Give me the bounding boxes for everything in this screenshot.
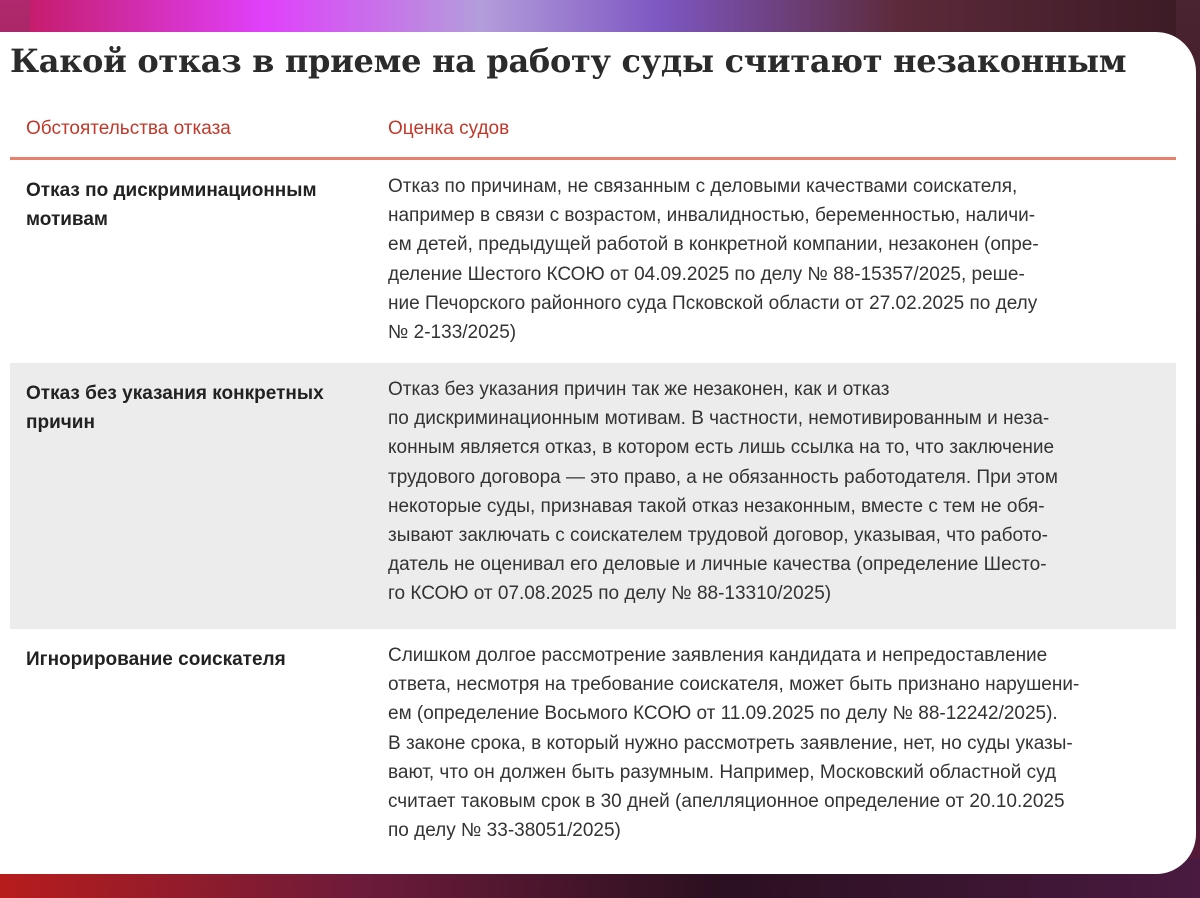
assessment-line: ем (определение Восьмого КСОЮ от 11.09.2025 по делу № 88-12242/2025). xyxy=(388,703,1058,725)
assessment-cell xyxy=(388,375,1168,609)
assessment-line: Слишком долгое рассмотрение заявления кандидата и непредоставление xyxy=(388,645,1048,666)
assessment-line: зывают заключать с соискателем трудовой договор, указывая, что работо- xyxy=(388,525,1048,547)
assessment-line: Отказ без указания причин так же незаконен, как и отказ xyxy=(388,379,890,400)
assessment-line: датель не оценивал его деловые и личные качества (определение Шесто- xyxy=(388,554,1047,576)
column-header-circumstances: Обстоятельства отказа xyxy=(26,118,231,139)
assessment-line: ем детей, предыдущей работой в конкретной компании, незаконен (опре- xyxy=(388,234,1039,256)
assessment-line: трудового договора — это право, а не обязанность работодателя. При этом xyxy=(388,466,1058,488)
assessment-cell xyxy=(388,641,1168,845)
assessment-line: считает таковым срок в 30 дней (апелляционное определение от 20.10.2025 xyxy=(388,791,1065,813)
table-header-row xyxy=(10,102,1176,160)
circumstance-line: мотивам xyxy=(26,209,108,230)
table-row xyxy=(10,160,1176,363)
court-assessment-table xyxy=(10,102,1176,864)
assessment-line: № 2-133/2025) xyxy=(388,322,517,344)
assessment-line: некоторые суды, признавая такой отказ незаконным, вместе с тем не обя- xyxy=(388,495,1045,517)
assessment-line: например в связи с возрастом, инвалидностью, беременностью, наличи- xyxy=(388,205,1036,227)
assessment-line: ответа, несмотря на требование соискателя, может быть признано нарушени- xyxy=(388,674,1080,696)
assessment-line: по дискриминационным мотивам. В частности, немотивированным и неза- xyxy=(388,408,1050,430)
content-card xyxy=(0,32,1196,874)
circumstance-line: причин xyxy=(26,412,95,433)
assessment-line: ние Печорского районного суда Псковской области от 27.02.2025 по делу xyxy=(388,292,1038,314)
assessment-line: конным является отказ, в котором есть лишь ссылка на то, что заключение xyxy=(388,437,1055,459)
circumstance-line: Игнорирование соискателя xyxy=(26,649,286,670)
circumstance-cell xyxy=(26,176,356,234)
assessment-line: го КСОЮ от 07.08.2025 по делу № 88-13310/2025) xyxy=(388,583,832,605)
column-header-assessment: Оценка судов xyxy=(388,118,510,139)
assessment-line: Отказ по причинам, не связанным с деловыми качествами соискателя, xyxy=(388,176,1018,197)
circumstance-line: Отказ по дискриминационным xyxy=(26,180,317,201)
page-title: Какой отказ в приеме на работу суды считают незаконным xyxy=(10,42,1127,80)
assessment-cell xyxy=(388,172,1168,347)
circumstance-cell xyxy=(26,645,356,674)
circumstance-cell xyxy=(26,379,356,437)
table-row xyxy=(10,363,1176,629)
assessment-line: вают, что он должен быть разумным. Например, Московский областной суд xyxy=(388,761,1057,783)
assessment-line: деление Шестого КСОЮ от 04.09.2025 по делу № 88-15357/2025, реше- xyxy=(388,263,1025,285)
assessment-line: по делу № 33-38051/2025) xyxy=(388,820,621,842)
circumstance-line: Отказ без указания конкретных xyxy=(26,383,324,404)
table-row xyxy=(10,629,1176,864)
assessment-line: В законе срока, в который нужно рассмотреть заявление, нет, но суды указы- xyxy=(388,732,1073,754)
